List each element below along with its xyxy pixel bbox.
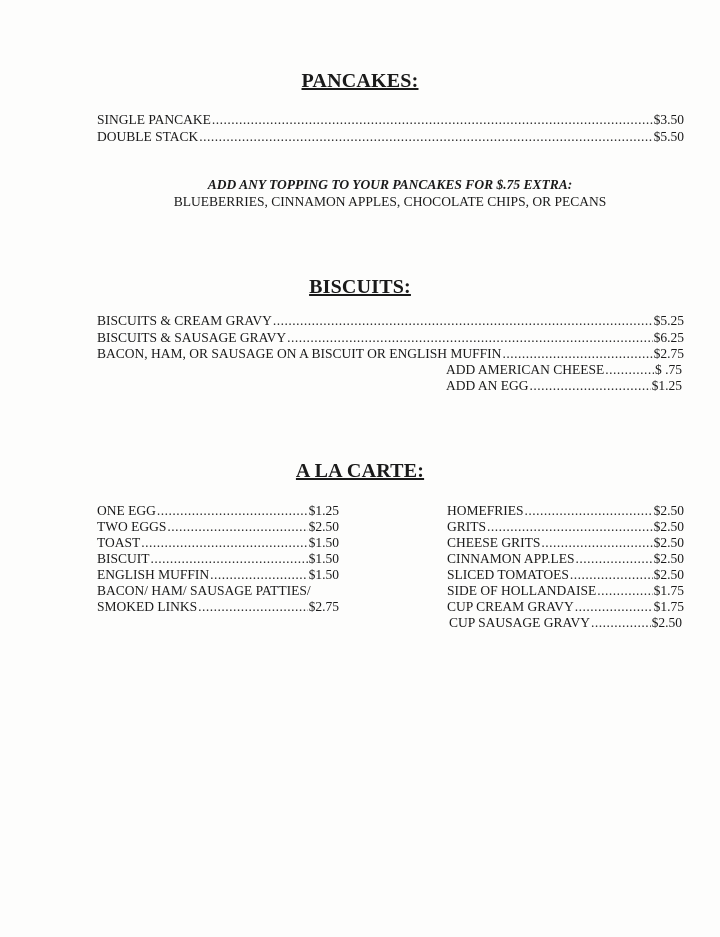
leader-dots (287, 330, 652, 346)
topping-note: ADD ANY TOPPING TO YOUR PANCAKES FOR $.75 EXTRA: (207, 177, 573, 192)
biscuits-heading: BISCUITS: (309, 276, 411, 298)
menu-item-cheese-grits (447, 535, 684, 551)
item-name: SLICED TOMATOES (447, 567, 569, 582)
leader-dots (597, 583, 652, 599)
item-price: $2.75 (308, 599, 339, 614)
menu-item-biscuits-sausage-gravy (97, 330, 684, 346)
menu-item-cinnamon-apples (447, 551, 684, 567)
leader-dots (576, 551, 653, 567)
item-name: HOMEFRIES (447, 503, 524, 518)
item-name: TOAST (97, 535, 141, 550)
item-price: $5.25 (653, 313, 684, 328)
leader-dots (530, 378, 651, 394)
item-name: GRITS (447, 519, 487, 534)
menu-item-cup-sausage-gravy (449, 615, 682, 631)
menu-item-smoked-links (97, 599, 339, 615)
menu-item-english-muffin (97, 567, 339, 583)
item-name: SMOKED LINKS (97, 599, 198, 614)
leader-dots (167, 519, 307, 535)
item-price: $2.75 (653, 346, 684, 361)
item-price: $1.75 (653, 583, 684, 598)
item-name: CUP SAUSAGE GRAVY (449, 615, 591, 630)
item-name: CHEESE GRITS (447, 535, 541, 550)
pancakes-heading: PANCAKES: (301, 70, 419, 92)
item-name: ENGLISH MUFFIN (97, 567, 210, 582)
item-price: $6.25 (653, 330, 684, 345)
item-price: $2.50 (651, 615, 682, 630)
item-price: $3.50 (653, 112, 684, 127)
leader-dots (210, 567, 307, 583)
item-name: SINGLE PANCAKE (97, 112, 211, 127)
item-name: CUP CREAM GRAVY (447, 599, 574, 614)
menu-item-one-egg (97, 503, 339, 519)
addon-egg (446, 378, 682, 394)
item-name: DOUBLE STACK (97, 129, 199, 144)
menu-item-side-hollandaise (447, 583, 684, 599)
leader-dots (575, 599, 653, 615)
menu-item-sliced-tomatoes (447, 567, 684, 583)
item-name: CINNAMON APP.LES (447, 551, 575, 566)
item-name: BISCUITS & SAUSAGE GRAVY (97, 330, 287, 345)
menu-item-grits (447, 519, 684, 535)
leader-dots (605, 362, 654, 378)
menu-item-biscuit (97, 551, 339, 567)
a-la-carte-heading: A LA CARTE: (295, 460, 425, 482)
leader-dots (273, 313, 653, 329)
menu-item-two-eggs (97, 519, 339, 535)
leader-dots (151, 551, 308, 567)
menu-item-double-stack (97, 129, 684, 145)
item-price: $2.50 (653, 503, 684, 518)
item-price: $1.50 (308, 551, 339, 566)
menu-item-biscuits-cream-gravy (97, 313, 684, 329)
item-name: ONE EGG (97, 503, 156, 518)
leader-dots (199, 129, 652, 145)
leader-dots (591, 615, 651, 631)
leader-dots (157, 503, 308, 519)
menu-item-cup-cream-gravy (447, 599, 684, 615)
item-price: $1.50 (308, 567, 339, 582)
leader-dots (141, 535, 307, 551)
item-price: $1.25 (651, 378, 682, 393)
addon-american-cheese (446, 362, 682, 378)
item-price: $2.50 (308, 519, 339, 534)
item-price: $1.75 (653, 599, 684, 614)
menu-item-breakfast-sandwich (97, 346, 684, 362)
item-name: ADD AMERICAN CHEESE (446, 362, 605, 377)
menu-item-homefries (447, 503, 684, 519)
leader-dots (487, 519, 653, 535)
item-price: $1.25 (308, 503, 339, 518)
leader-dots (212, 112, 653, 128)
item-price: $2.50 (653, 519, 684, 534)
item-name: BISCUIT (97, 551, 150, 566)
menu-item-meats-line1: BACON/ HAM/ SAUSAGE PATTIES/ (97, 583, 311, 598)
item-price: $1.50 (308, 535, 339, 550)
topping-list: BLUEBERRIES, CINNAMON APPLES, CHOCOLATE CHIPS, OR PECANS (173, 194, 607, 209)
item-name: BACON, HAM, OR SAUSAGE ON A BISCUIT OR ENGLISH MUFFIN (97, 346, 502, 361)
menu-item-toast (97, 535, 339, 551)
leader-dots (502, 346, 652, 362)
menu-item-single-pancake (97, 112, 684, 128)
leader-dots (198, 599, 307, 615)
item-price: $2.50 (653, 551, 684, 566)
leader-dots (570, 567, 653, 583)
item-price: $2.50 (653, 535, 684, 550)
item-name: SIDE OF HOLLANDAISE (447, 583, 597, 598)
item-name: TWO EGGS (97, 519, 167, 534)
leader-dots (541, 535, 652, 551)
item-price: $5.50 (653, 129, 684, 144)
leader-dots (525, 503, 653, 519)
item-price: $2.50 (653, 567, 684, 582)
item-price: $ .75 (655, 362, 682, 377)
item-name: BISCUITS & CREAM GRAVY (97, 313, 272, 328)
item-name: ADD AN EGG (446, 378, 529, 393)
